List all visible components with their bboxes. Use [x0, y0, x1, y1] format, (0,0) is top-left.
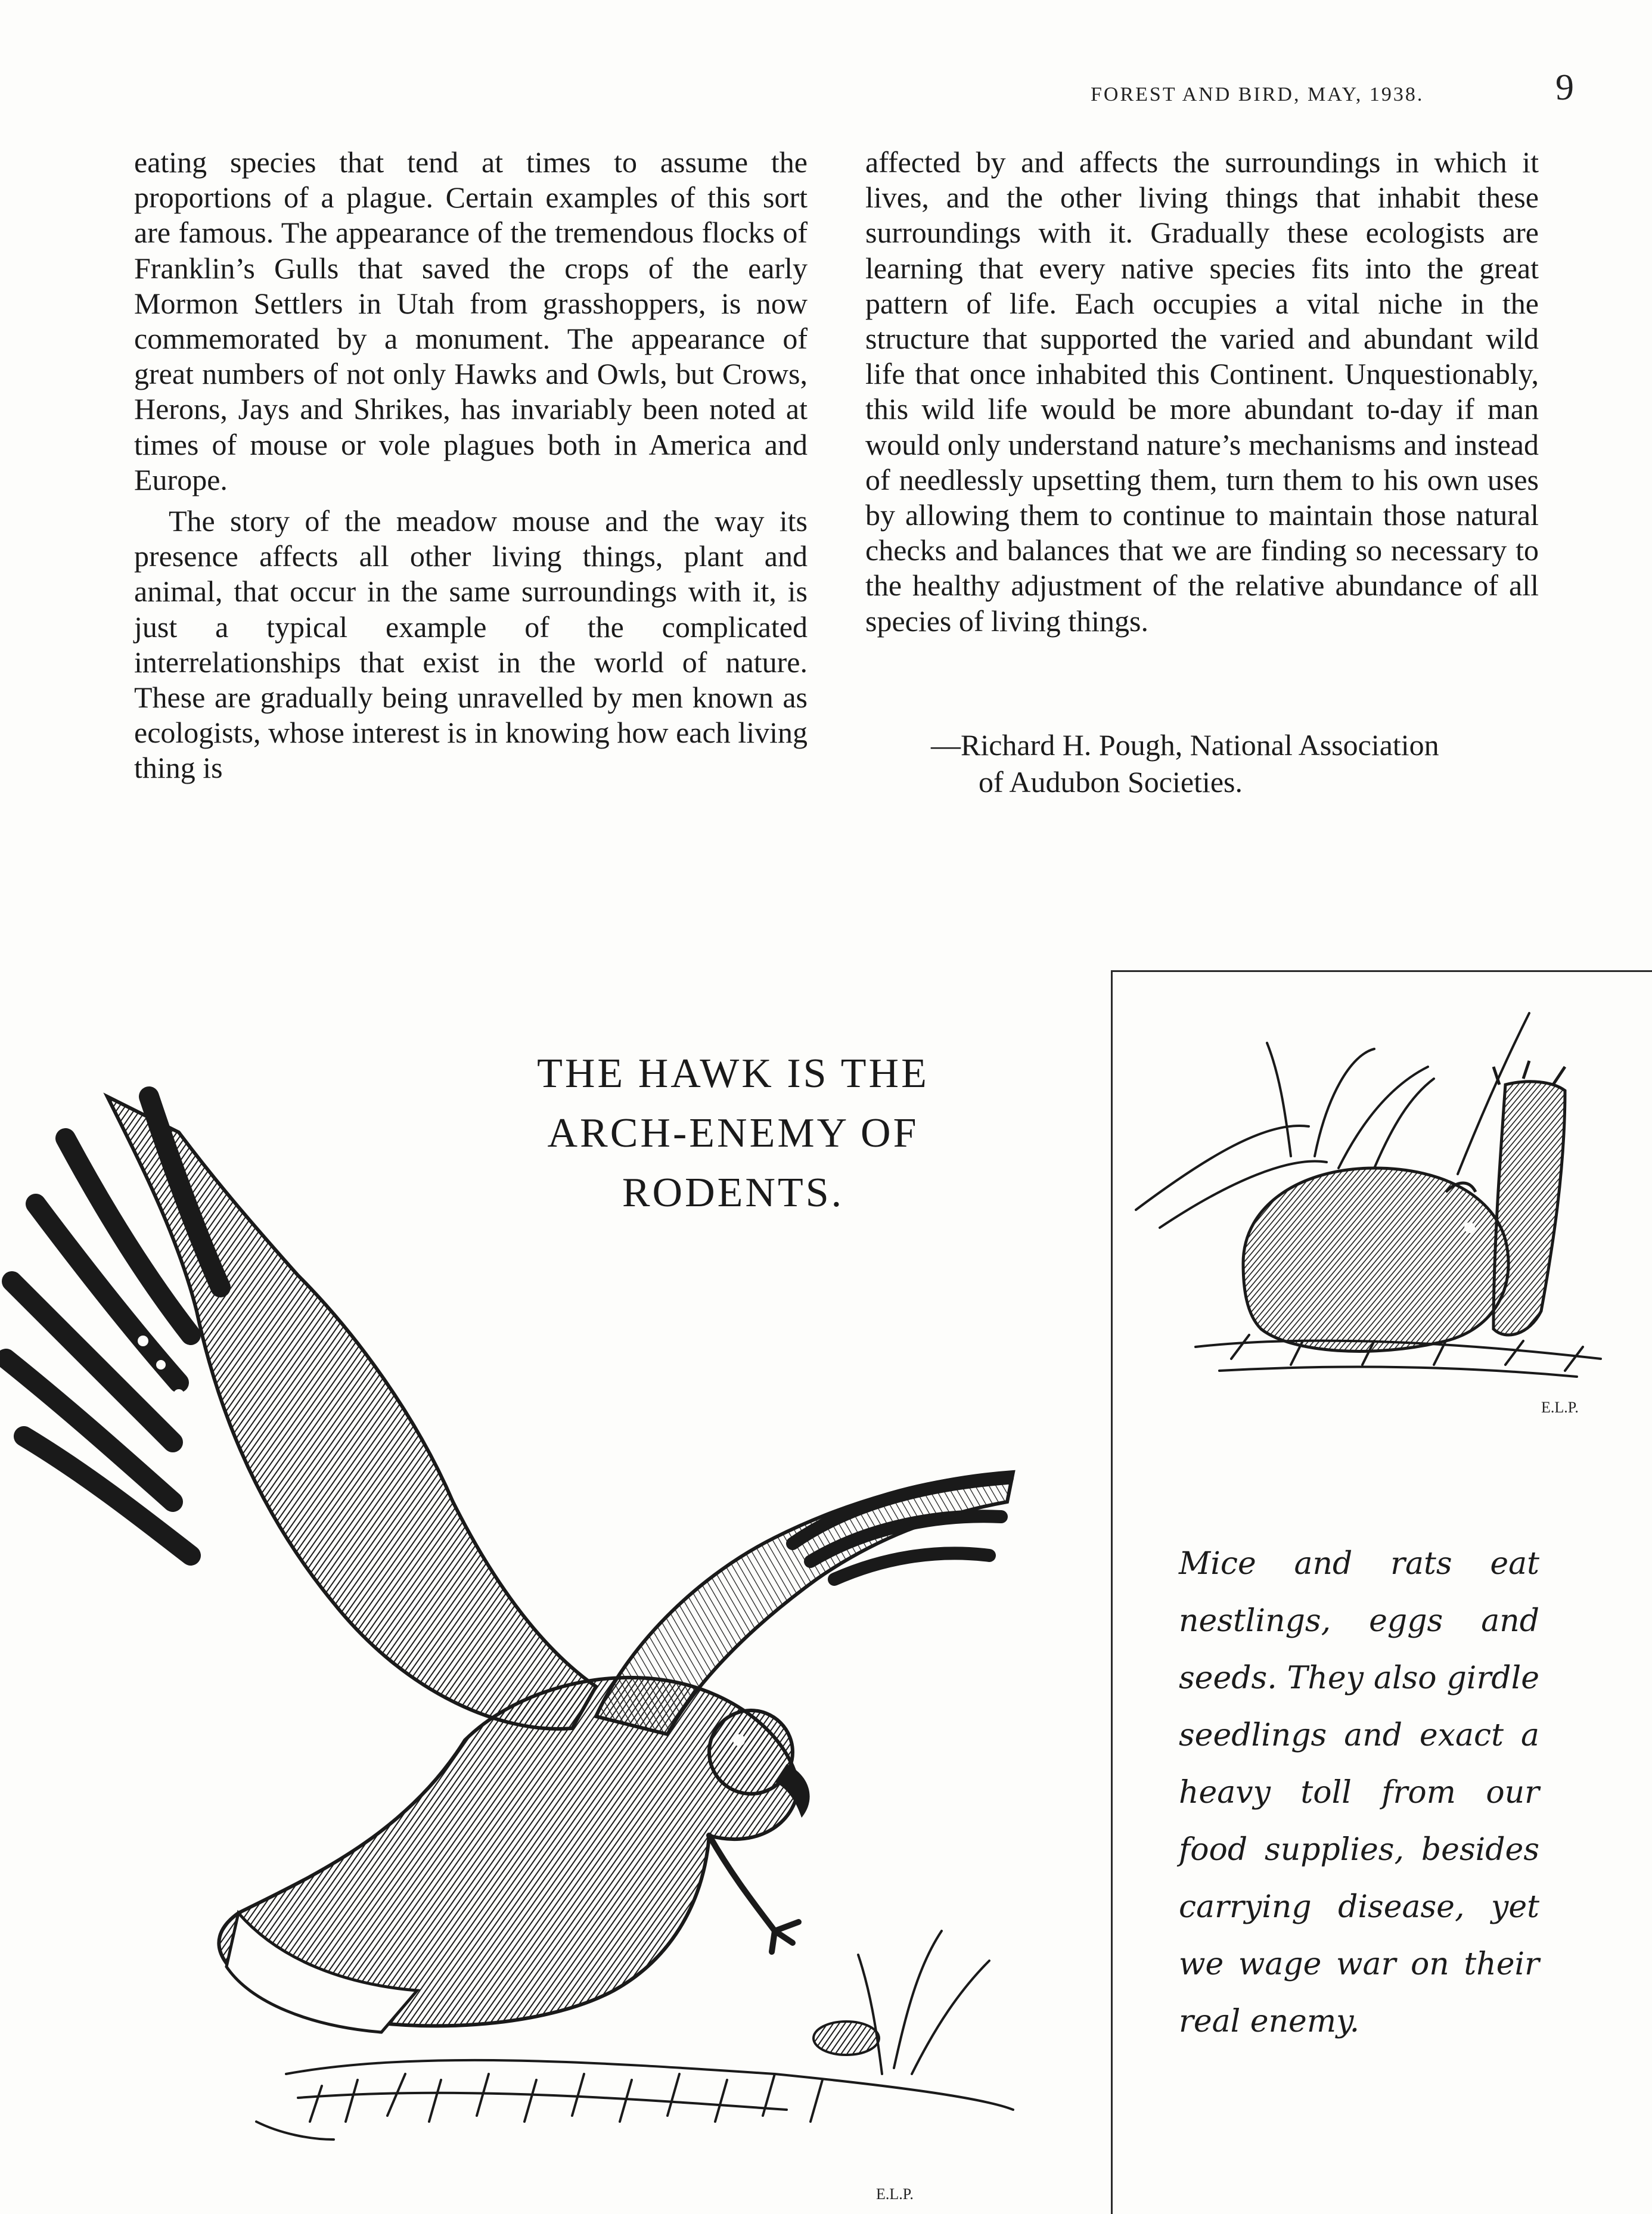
vole-signature: E.L.P.: [1541, 1399, 1579, 1416]
author-credit: [931, 726, 1545, 800]
hawk-illustration-icon: [0, 1085, 1097, 2214]
left-text-column: [134, 145, 808, 786]
page-number: 9: [1555, 67, 1574, 108]
panel-caption: Mice and rats eat nestlings, eggs and seeds. They also girdle seedlings and exact a heavy toll from our food supplies, besides carrying disease, yet we wage war on their real enemy.: [1179, 1546, 1539, 2039]
left-paragraph-2: The story of the meadow mouse and the way its presence affects all other living things, plant and animal, that occur in the same surroundings with it, is just a typical example of the complicated interrelationships that exist in the world of nature. These are gradually being unravelled by men known as ecologists, whose interest is in knowing how each living thing is: [134, 504, 808, 785]
credit-line-2: of Audubon Societies.: [979, 765, 1243, 799]
headline-line-3: RODENTS.: [622, 1170, 844, 1216]
vole-illustration-icon: [1112, 977, 1651, 1472]
headline-line-2: ARCH-ENEMY OF: [547, 1110, 919, 1156]
running-header: FOREST AND BIRD, MAY, 1938.: [1091, 83, 1424, 105]
headline-line-1: THE HAWK IS THE: [537, 1051, 929, 1097]
left-paragraph-1: eating species that tend at times to assume the proportions of a plague. Certain examples of this sort are famous. The appearance of the tremendous flocks of Franklin’s Gulls that saved the crops of the early Mormon Settlers in Utah from grasshoppers, is now commemorated by a monument. The appearance of great numbers of not only Hawks and Owls, but Crows, Herons, Jays and Shrikes, has invariably been noted at times of mouse or vole plagues both in America and Europe.: [134, 145, 808, 496]
hawk-signature: E.L.P.: [876, 2185, 914, 2203]
right-text-column: [865, 145, 1539, 639]
right-paragraph-1: affected by and affects the surroundings in which it lives, and the other living things that inhabit these surroundings with it. Gradually these ecologists are learning that every native species fits into the great pattern of life. Each occupies a vital niche in the structure that supported the varied and abundant wild life that once inhabited this Continent. Unquestionably, this wild life would be more abundant to-day if man would only understand nature’s mechanisms and instead of needlessly upsetting them, turn them to his own uses by allowing them to continue to maintain those natural checks and balances that we are finding so necessary to the healthy adjustment of the relative abundance of all species of living things.: [865, 145, 1539, 638]
credit-line-1: —Richard H. Pough, National Association: [931, 728, 1439, 762]
